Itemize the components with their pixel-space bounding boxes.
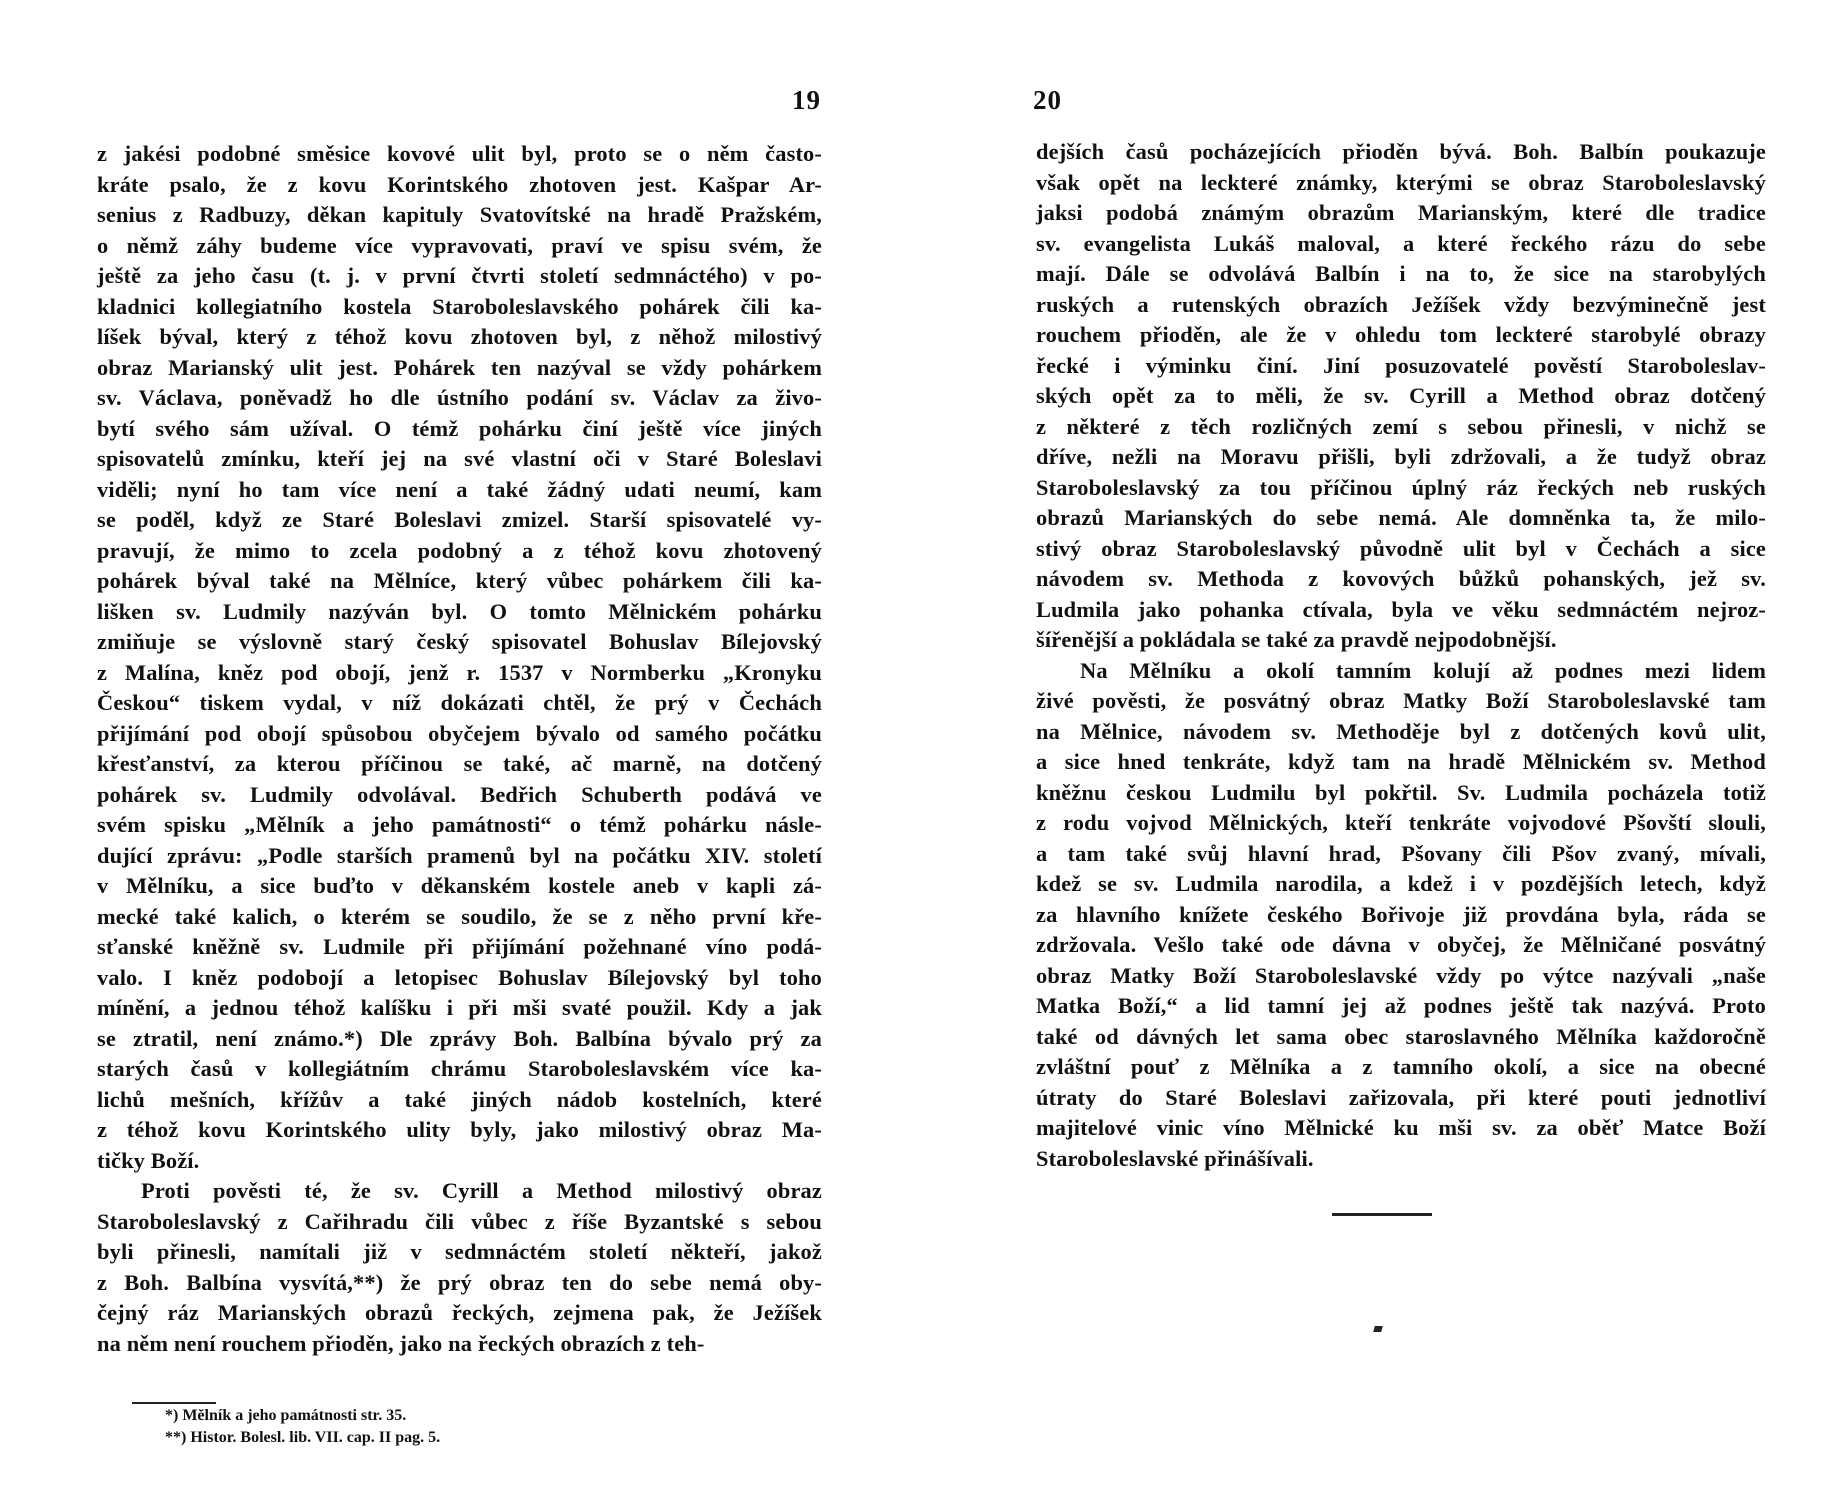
print-mark xyxy=(1373,1326,1383,1332)
text-line: zmiňuje se výslovně starý český spisovatel Bohuslav Bílejovský xyxy=(97,629,822,654)
text-line: Českou“ tiskem vydal, v níž dokázati chtěl, že prý v Čechách xyxy=(97,690,822,715)
text-line: z Malína, kněz pod obojí, jenž r. 1537 v Normberku „Kronyku xyxy=(97,659,822,685)
text-line: z téhož kovu Korintského ulity byly, jako milostivý obraz Ma- xyxy=(97,1117,822,1142)
text-line: rouchem přioděn, ale že v ohledu tom leckteré starobylé obrazy xyxy=(1036,322,1766,347)
text-line: za hlavního knížete českého Bořivoje již provdána byla, ráda se xyxy=(1036,901,1766,927)
text-line: z některé z těch rozličných zemí s sebou přinesli, v nichž se xyxy=(1036,413,1766,439)
text-line: Na Mělníku a okolí tamním kolují až podnes mezi lidem xyxy=(1080,657,1766,683)
text-line: mají. Dále se odvolává Balbín i na to, že sice na starobylých xyxy=(1036,261,1766,286)
text-line: na něm není rouchem přioděn, jako na řeckých obrazích z teh- xyxy=(97,1330,705,1356)
text-line: z Boh. Balbína vysvítá,**) že prý obraz ten do sebe nemá oby- xyxy=(97,1269,822,1295)
text-line: ských opět za to měli, že sv. Cyrill a Method obraz dotčený xyxy=(1036,383,1766,408)
text-line: obraz Marianský ulit jest. Pohárek ten nazýval se vždy pohárkem xyxy=(97,354,822,380)
text-line: dující zprávu: „Podle starších pramenů byl na počátku XIV. století xyxy=(97,842,822,868)
text-line: senius z Radbuzy, děkan kapituly Svatovítské na hradě Pražském, xyxy=(97,202,822,227)
text-line: Staroboleslavské přinášívali. xyxy=(1036,1145,1314,1171)
text-line: Matka Boží,“ a lid tamní jej až podnes ještě tak nazývá. Proto xyxy=(1036,993,1766,1018)
text-line: řecké i výminku činí. Jiní posuzovatelé pověstí Staroboleslav- xyxy=(1036,352,1766,378)
text-line: svém spisku „Mělník a jeho památnosti“ o témž pohárku násle- xyxy=(97,812,822,837)
text-line: lišken sv. Ludmily nazýván byl. O tomto Mělnickém pohárku xyxy=(97,598,822,624)
text-line: a sice hned tenkráte, když tam na hradě Mělnickém sv. Method xyxy=(1036,749,1766,774)
text-line: o němž záhy budeme více vypravovati, praví ve spisu svém, že xyxy=(97,232,822,258)
footnote: *) Mělník a jeho památnosti str. 35. xyxy=(165,1407,407,1424)
text-line: útraty do Staré Boleslavi zařizovala, při které pouti jednotliví xyxy=(1036,1084,1766,1110)
text-line: křesťanství, za kterou příčinou se také, ač marně, na dotčený xyxy=(97,751,822,776)
text-line: pohárek býval také na Mělníce, který vůbec pohárkem čili ka- xyxy=(97,568,822,593)
text-line: spisovatelů zmínku, kteří jej na své vlastní oči v Staré Boleslavi xyxy=(97,446,822,471)
text-line: Staroboleslavský za tou příčinou úplný ráz řeckých neb ruských xyxy=(1036,474,1766,500)
text-line: jaksi podobá známým obrazům Marianským, které dle tradice xyxy=(1036,200,1766,225)
text-line: obrazů Marianských do sebe nemá. Ale domněnka ta, že milo- xyxy=(1036,505,1766,530)
text-line: tičky Boží. xyxy=(97,1147,200,1173)
text-line: kněžnu českou Ludmilu byl pokřtil. Sv. Ludmila pocházela totiž xyxy=(1036,779,1766,805)
text-line: bytí svého sám užíval. O témž pohárku činí ještě více jiných xyxy=(97,415,822,441)
text-line: zdržovala. Vešlo také ode dávna v obyčej, že Mělničané posvátný xyxy=(1036,932,1766,957)
text-line: z jakési podobné směsice kovové ulit byl, proto se o něm často- xyxy=(97,141,822,166)
text-line: živé pověsti, že posvátný obraz Matky Boží Staroboleslavské tam xyxy=(1036,688,1766,713)
text-line: obraz Matky Boží Staroboleslavské vždy po výtce nazývali „naše xyxy=(1036,962,1766,988)
text-line: ještě za jeho času (t. j. v první čtvrti století sedmnáctého) v po- xyxy=(97,263,822,288)
text-line: pravují, že mimo to zcela podobný a z téhož kovu zhotovený xyxy=(97,537,822,563)
text-line: sťanské kněžně sv. Ludmile při přijímání požehnané víno podá- xyxy=(97,934,822,959)
text-line: lichů mešních, křížův a také jiných nádob kostelních, které xyxy=(97,1086,822,1112)
text-line: byli přinesli, namítali již v sedmnáctém století někteří, jakož xyxy=(97,1239,822,1264)
text-line: starých časů v kollegiátním chrámu Staroboleslavském více ka- xyxy=(97,1056,822,1081)
text-line: zvláštní pouť z Mělníka a z tamního okolí, a sice na obecné xyxy=(1036,1054,1766,1079)
text-line: v Mělníku, a sice buďto v děkanském kostele aneb v kapli zá- xyxy=(97,873,822,898)
text-line: líšek býval, který z téhož kovu zhotoven byl, z něhož milostivý xyxy=(97,324,822,349)
text-line: šířenější a pokládala se také za pravdě nejpodobnější. xyxy=(1036,627,1557,652)
text-line: návodem sv. Methoda z kovových bůžků pohanských, jež sv. xyxy=(1036,566,1766,591)
text-line: také od dávných let sama obec staroslavného Mělníka každoročně xyxy=(1036,1023,1766,1049)
text-line: se poděl, když ze Staré Boleslavi zmizel. Starší spisovatelé vy- xyxy=(97,507,822,532)
footnote: **) Histor. Bolesl. lib. VII. cap. II pag. 5. xyxy=(165,1429,441,1446)
text-line: stivý obraz Staroboleslavský původně ulit byl v Čechách a sice xyxy=(1036,535,1766,561)
text-line: však opět na leckteré známky, kterými se obraz Staroboleslavský xyxy=(1036,169,1766,195)
text-line: kdež se sv. Ludmila narodila, a kdež i v pozdějších letech, když xyxy=(1036,871,1766,896)
text-line: pohárek sv. Ludmily odvolával. Bedřich Schuberth podává ve xyxy=(97,781,822,807)
text-line: sv. evangelista Lukáš maloval, a které řeckého rázu do sebe xyxy=(1036,230,1766,256)
text-line: čejný ráz Marianských obrazů řeckých, zejmena pak, že Ježíšek xyxy=(97,1300,822,1325)
text-line: ruských a rutenských obrazích Ježíšek vždy bezvýminečně jest xyxy=(1036,291,1766,317)
page-number: 20 xyxy=(1033,85,1062,115)
text-line: z rodu vojvod Mělnických, kteří tenkráte vojvodové Pšovští slouli, xyxy=(1036,810,1766,835)
footnote-divider xyxy=(132,1402,216,1404)
footnotes xyxy=(165,1405,440,1449)
text-line: viděli; nyní ho tam více není a také žádný udati neumí, kam xyxy=(97,476,822,502)
page-number: 19 xyxy=(792,85,821,115)
text-line: Staroboleslavský z Cařihradu čili vůbec z říše Byzantské s sebou xyxy=(97,1208,822,1234)
text-line: valo. I kněz podobojí a letopisec Bohuslav Bílejovský byl toho xyxy=(97,964,822,990)
text-line: se ztratil, není známo.*) Dle zprávy Boh. Balbína bývalo prý za xyxy=(97,1025,822,1051)
text-line: mecké také kalich, o kterém se soudilo, že se z něho první kře- xyxy=(97,903,822,929)
page-body-text xyxy=(97,139,822,1359)
text-line: sv. Václava, poněvadž ho dle ústního podání sv. Václav za živo- xyxy=(97,385,822,410)
text-line: a tam také svůj hlavní hrad, Pšovany čili Pšov zvaný, mívali, xyxy=(1036,840,1766,866)
chapter-end-divider xyxy=(1332,1213,1432,1216)
page-body-text xyxy=(1036,137,1766,1174)
text-line: Proti pověsti té, že sv. Cyrill a Method milostivý obraz xyxy=(141,1178,822,1203)
text-line: dříve, nežli na Moravu přišli, byli zdržovali, a že tudyž obraz xyxy=(1036,444,1766,469)
text-line: Ludmila jako pohanka ctívala, byla ve věku sedmnáctém nejroz- xyxy=(1036,596,1766,622)
text-line: dejších časů pocházejících přioděn bývá. Boh. Balbín poukazuje xyxy=(1036,139,1766,164)
text-line: na Mělnice, návodem sv. Methoděje byl z dotčených kovů ulit, xyxy=(1036,718,1766,744)
text-line: majitelové vinic víno Mělnické ku mši sv. za oběť Matce Boží xyxy=(1036,1115,1766,1140)
text-line: přijímání pod obojí spůsobou obyčejem bývalo od samého počátku xyxy=(97,720,822,746)
text-line: kladnici kollegiatního kostela Staroboleslavského pohárek čili ka- xyxy=(97,293,822,319)
text-line: mínění, a jednou téhož kalíšku i při mši svaté použil. Kdy a jak xyxy=(97,995,822,1020)
text-line: kráte psalo, že z kovu Korintského zhotoven jest. Kašpar Ar- xyxy=(97,171,822,197)
right-page xyxy=(921,0,1842,1500)
